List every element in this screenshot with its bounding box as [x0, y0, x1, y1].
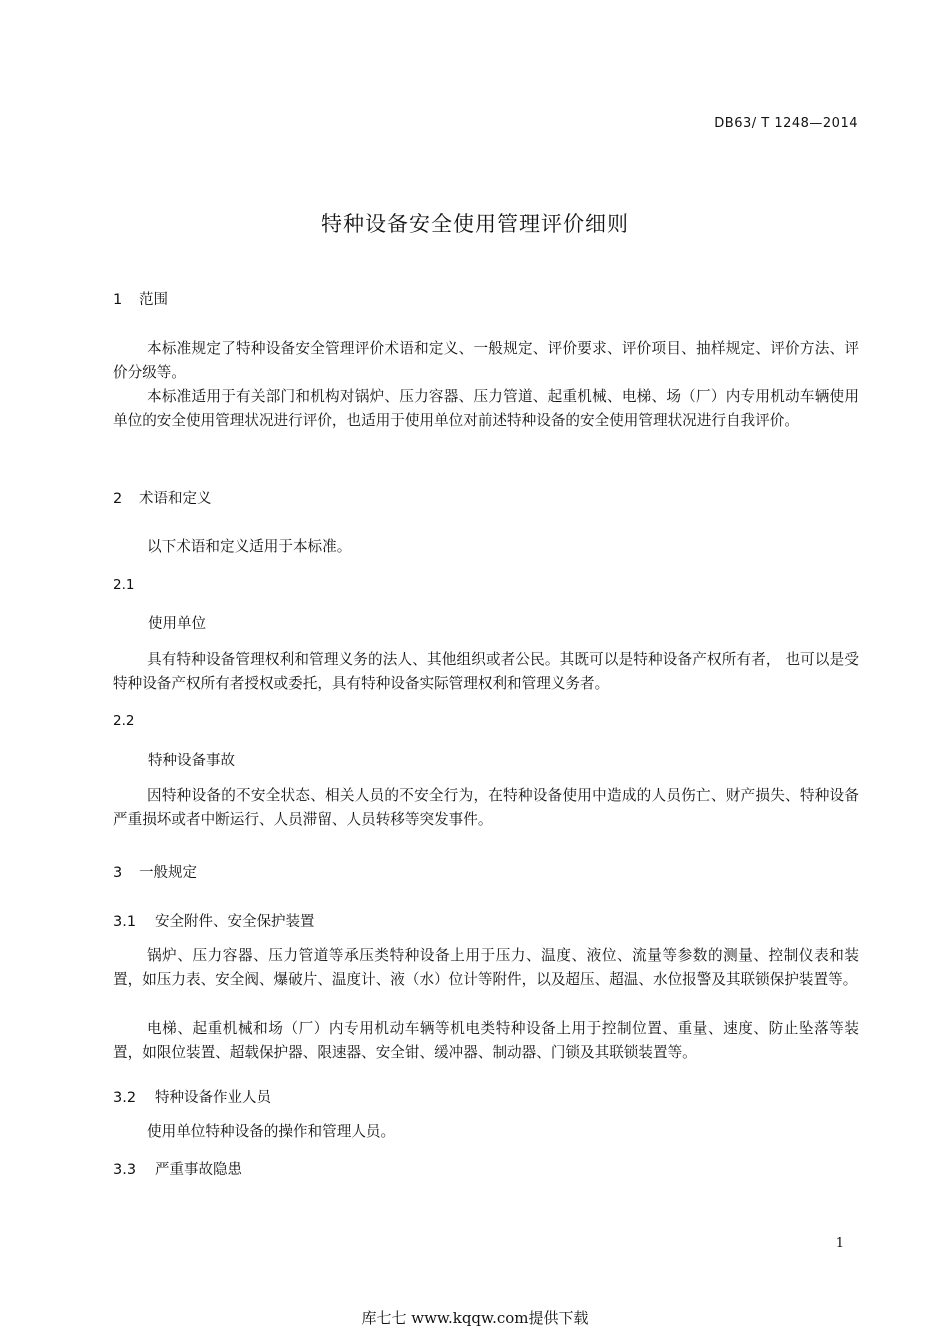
- clause-title: 严重事故隐患: [155, 1162, 242, 1178]
- section-3-heading: [113, 861, 197, 882]
- download-footer: 库七七 www.kqqw.com提供下载: [361, 1309, 589, 1327]
- section-title: 范围: [139, 292, 168, 308]
- section-title: 术语和定义: [139, 491, 212, 507]
- section-number: 3: [113, 865, 123, 881]
- section-1-paragraph-1: 本标准规定了特种设备安全管理评价术语和定义、一般规定、评价要求、评价项目、抽样规定、评价方法、评价分级等。: [113, 340, 859, 381]
- clause-3-1-paragraph-2: 电梯、起重机械和场（厂）内专用机动车辆等机电类特种设备上用于控制位置、重量、速度、防止坠落等装置，如限位装置、超载保护器、限速器、安全钳、缓冲器、制动器、门锁及其联锁装置等。: [113, 1020, 859, 1061]
- clause-2-2-definition: 因特种设备的不安全状态、相关人员的不安全行为，在特种设备使用中造成的人员伤亡、财产损失、特种设备严重损坏或者中断运行、人员滞留、人员转移等突发事件。: [113, 787, 859, 828]
- standard-code: DB63/ T 1248—2014: [714, 116, 858, 131]
- section-1-heading: [113, 288, 168, 309]
- section-2-heading: [113, 487, 212, 508]
- document-title: 特种设备安全使用管理评价细则: [321, 212, 629, 236]
- page-number: 1: [835, 1236, 844, 1251]
- section-2-intro: 以下术语和定义适用于本标准。: [147, 538, 352, 555]
- clause-2-1-number: 2.1: [113, 577, 135, 593]
- clause-3-2-paragraph-1: 使用单位特种设备的操作和管理人员。: [147, 1123, 396, 1140]
- section-number: 1: [113, 292, 123, 308]
- clause-number: 3.3: [113, 1162, 137, 1178]
- clause-2-1-term: 使用单位: [148, 616, 206, 632]
- clause-3-1-paragraph-1: 锅炉、压力容器、压力管道等承压类特种设备上用于压力、温度、液位、流量等参数的测量、控制仪表和装置，如压力表、安全阀、爆破片、温度计、液（水）位计等附件，以及超压、超温、水位报警及其联锁保护装置等。: [113, 947, 859, 988]
- clause-2-2-term: 特种设备事故: [148, 753, 235, 769]
- clause-3-1-heading: [113, 910, 315, 931]
- clause-3-3-heading: [113, 1158, 242, 1179]
- section-title: 一般规定: [139, 865, 197, 881]
- clause-number: 3.1: [113, 914, 137, 930]
- clause-number: 3.2: [113, 1090, 137, 1106]
- clause-title: 安全附件、安全保护装置: [155, 914, 315, 930]
- clause-3-2-heading: [113, 1086, 271, 1107]
- clause-2-2-number: 2.2: [113, 713, 135, 729]
- section-1-paragraph-2: 本标准适用于有关部门和机构对锅炉、压力容器、压力管道、起重机械、电梯、场（厂）内专用机动车辆使用单位的安全使用管理状况进行评价，也适用于使用单位对前述特种设备的安全使用管理状况进行自我评价。: [113, 388, 859, 429]
- section-number: 2: [113, 491, 123, 507]
- clause-title: 特种设备作业人员: [155, 1090, 271, 1106]
- clause-2-1-definition: 具有特种设备管理权利和管理义务的法人、其他组织或者公民。其既可以是特种设备产权所有者， 也可以是受特种设备产权所有者授权或委托，具有特种设备实际管理权利和管理义务者。: [113, 651, 859, 692]
